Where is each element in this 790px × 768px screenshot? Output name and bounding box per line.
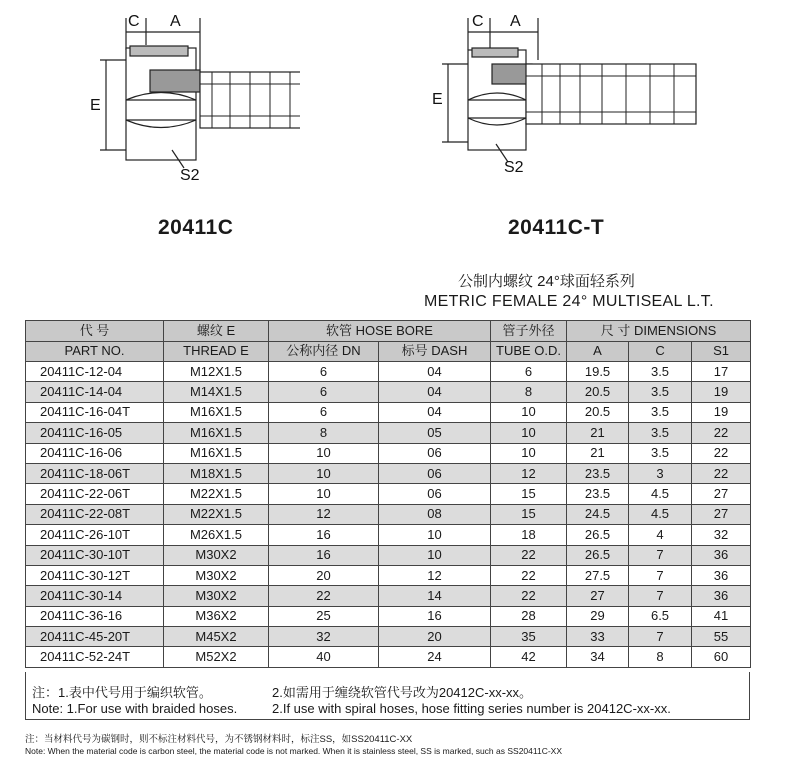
- table-cell: 20411C-30-12T: [26, 565, 164, 585]
- dim-e-label: E: [90, 97, 101, 114]
- table-cell: 8: [491, 382, 567, 402]
- table-cell: 6: [269, 382, 379, 402]
- table-cell: 40: [269, 647, 379, 667]
- header-c: C: [629, 341, 692, 362]
- table-cell: 10: [269, 484, 379, 504]
- table-cell: 10: [269, 443, 379, 463]
- table-cell: 16: [379, 606, 491, 626]
- table-cell: 3.5: [629, 443, 692, 463]
- table-cell: 10: [379, 525, 491, 545]
- header-dn: 公称内径 DN: [269, 341, 379, 362]
- model-title-20411c: 20411C: [158, 216, 234, 239]
- header-tube-od: TUBE O.D.: [491, 341, 567, 362]
- table-row: [26, 525, 751, 545]
- table-row: [26, 504, 751, 524]
- table-cell: 6.5: [629, 606, 692, 626]
- model-title-20411c-t: 20411C-T: [508, 216, 605, 239]
- series-title-en: METRIC FEMALE 24° MULTISEAL L.T.: [424, 293, 714, 310]
- table-cell: 19: [692, 402, 751, 422]
- table-row: [26, 545, 751, 565]
- table-cell: 20411C-36-16: [26, 606, 164, 626]
- note-en-1: Note: 1.For use with braided hoses.: [32, 701, 238, 716]
- table-cell: 7: [629, 586, 692, 606]
- table-cell: 20411C-16-06: [26, 443, 164, 463]
- table-cell: 04: [379, 362, 491, 382]
- table-cell: M14X1.5: [164, 382, 269, 402]
- table-cell: 27: [692, 504, 751, 524]
- header-dimensions: 尺 寸 DIMENSIONS: [567, 321, 751, 342]
- table-cell: 42: [491, 647, 567, 667]
- table-cell: 22: [491, 565, 567, 585]
- table-cell: 20411C-18-06T: [26, 463, 164, 483]
- fitting-drawing-20411c: [60, 0, 300, 200]
- table-row: [26, 423, 751, 443]
- table-cell: 12: [269, 504, 379, 524]
- dim-e-label: E: [432, 91, 443, 108]
- table-row: [26, 463, 751, 483]
- table-cell: 29: [567, 606, 629, 626]
- table-cell: 32: [692, 525, 751, 545]
- table-cell: 20411C-52-24T: [26, 647, 164, 667]
- dim-c-label: C: [128, 13, 140, 30]
- table-cell: 20: [269, 565, 379, 585]
- dim-s2-label: S2: [180, 167, 200, 184]
- table-row: [26, 362, 751, 382]
- table-cell: 21: [567, 423, 629, 443]
- table-cell: 18: [491, 525, 567, 545]
- table-cell: 20411C-45-20T: [26, 627, 164, 647]
- table-cell: 19.5: [567, 362, 629, 382]
- table-cell: 8: [269, 423, 379, 443]
- header-thread-cn: 螺纹 E: [164, 321, 269, 342]
- table-cell: 15: [491, 484, 567, 504]
- table-cell: 41: [692, 606, 751, 626]
- note-cn-1: 注：1.表中代号用于编织软管。: [32, 685, 212, 700]
- table-cell: M16X1.5: [164, 402, 269, 422]
- table-cell: 6: [269, 362, 379, 382]
- header-s1: S1: [692, 341, 751, 362]
- footnote-en: Note: When the material code is carbon steel, the material code is not marked. When it is stainless steel, SS is marked, such as SS20411C-XX: [25, 746, 563, 756]
- table-cell: 22: [269, 586, 379, 606]
- table-cell: 22: [692, 423, 751, 443]
- fitting-drawing-20411c-t: [420, 0, 710, 200]
- table-cell: 22: [692, 463, 751, 483]
- series-title-cn: 公制内螺纹 24°球面轻系列: [458, 273, 635, 290]
- table-cell: 23.5: [567, 484, 629, 504]
- table-cell: 22: [692, 443, 751, 463]
- notes-box: [25, 672, 750, 720]
- header-thread-e: THREAD E: [164, 341, 269, 362]
- table-cell: 20411C-16-04T: [26, 402, 164, 422]
- table-cell: 60: [692, 647, 751, 667]
- table-cell: 19: [692, 382, 751, 402]
- table-row: [26, 627, 751, 647]
- table-cell: 16: [269, 525, 379, 545]
- table-cell: M16X1.5: [164, 423, 269, 443]
- table-cell: 26.5: [567, 525, 629, 545]
- table-cell: 20411C-22-08T: [26, 504, 164, 524]
- table-cell: 20411C-26-10T: [26, 525, 164, 545]
- table-cell: 10: [491, 402, 567, 422]
- table-row: [26, 647, 751, 667]
- table-cell: 22: [491, 586, 567, 606]
- note-cn-2: 2.如需用于缠绕软管代号改为20412C-xx-xx。: [272, 685, 533, 700]
- table-cell: M12X1.5: [164, 362, 269, 382]
- table-cell: 8: [629, 647, 692, 667]
- table-row: [26, 586, 751, 606]
- table-cell: 20411C-14-04: [26, 382, 164, 402]
- table-cell: 35: [491, 627, 567, 647]
- header-hose-bore: 软管 HOSE BORE: [269, 321, 491, 342]
- table-cell: 3.5: [629, 423, 692, 443]
- table-row: [26, 402, 751, 422]
- table-cell: M30X2: [164, 545, 269, 565]
- table-cell: 7: [629, 627, 692, 647]
- table-cell: 20411C-22-06T: [26, 484, 164, 504]
- table-cell: M30X2: [164, 565, 269, 585]
- table-cell: 12: [379, 565, 491, 585]
- note-en-2: 2.If use with spiral hoses, hose fitting series number is 20412C-xx-xx.: [272, 701, 671, 716]
- table-cell: 6: [491, 362, 567, 382]
- table-cell: 34: [567, 647, 629, 667]
- table-cell: 17: [692, 362, 751, 382]
- table-header-row-en: [26, 341, 751, 362]
- dim-a-label: A: [510, 13, 521, 30]
- table-cell: 4: [629, 525, 692, 545]
- table-cell: M22X1.5: [164, 484, 269, 504]
- table-cell: 20411C-16-05: [26, 423, 164, 443]
- header-a: A: [567, 341, 629, 362]
- table-cell: 7: [629, 545, 692, 565]
- table-cell: 6: [269, 402, 379, 422]
- table-cell: 24.5: [567, 504, 629, 524]
- table-cell: 36: [692, 545, 751, 565]
- dim-a-label: A: [170, 13, 181, 30]
- table-cell: M16X1.5: [164, 443, 269, 463]
- table-cell: 16: [269, 545, 379, 565]
- table-cell: 21: [567, 443, 629, 463]
- table-cell: 06: [379, 484, 491, 504]
- table-cell: 3.5: [629, 402, 692, 422]
- table-cell: 3.5: [629, 362, 692, 382]
- table-cell: 4.5: [629, 504, 692, 524]
- table-cell: 05: [379, 423, 491, 443]
- table-row: [26, 382, 751, 402]
- table-cell: 3.5: [629, 382, 692, 402]
- table-cell: 10: [269, 463, 379, 483]
- table-cell: M30X2: [164, 586, 269, 606]
- table-cell: 28: [491, 606, 567, 626]
- table-cell: 10: [379, 545, 491, 565]
- header-dash: 标号 DASH: [379, 341, 491, 362]
- table-cell: 24: [379, 647, 491, 667]
- table-cell: 55: [692, 627, 751, 647]
- table-cell: 23.5: [567, 463, 629, 483]
- table-cell: 15: [491, 504, 567, 524]
- table-cell: 06: [379, 443, 491, 463]
- table-cell: 20.5: [567, 382, 629, 402]
- table-cell: 10: [491, 423, 567, 443]
- table-cell: M36X2: [164, 606, 269, 626]
- header-part-no: PART NO.: [26, 341, 164, 362]
- table-row: [26, 606, 751, 626]
- dim-s2-label: S2: [504, 159, 524, 176]
- table-cell: 27: [692, 484, 751, 504]
- table-cell: 25: [269, 606, 379, 626]
- table-cell: 20411C-30-14: [26, 586, 164, 606]
- table-cell: 22: [491, 545, 567, 565]
- table-cell: M26X1.5: [164, 525, 269, 545]
- table-cell: 33: [567, 627, 629, 647]
- table-row: [26, 565, 751, 585]
- table-cell: 27.5: [567, 565, 629, 585]
- table-cell: 36: [692, 586, 751, 606]
- table-cell: 7: [629, 565, 692, 585]
- table-row: [26, 484, 751, 504]
- table-cell: 27: [567, 586, 629, 606]
- table-cell: 26.5: [567, 545, 629, 565]
- table-cell: 04: [379, 402, 491, 422]
- table-cell: M18X1.5: [164, 463, 269, 483]
- dim-c-label: C: [472, 13, 484, 30]
- table-cell: 08: [379, 504, 491, 524]
- table-cell: 20411C-12-04: [26, 362, 164, 382]
- table-cell: 32: [269, 627, 379, 647]
- table-cell: 10: [491, 443, 567, 463]
- table-cell: 3: [629, 463, 692, 483]
- dimensions-table: [25, 320, 751, 668]
- table-row: [26, 443, 751, 463]
- table-header-row-cn: [26, 321, 751, 342]
- table-cell: 06: [379, 463, 491, 483]
- table-cell: 36: [692, 565, 751, 585]
- table-cell: 04: [379, 382, 491, 402]
- table-cell: M45X2: [164, 627, 269, 647]
- footnote-cn: 注：当材料代号为碳钢时，则不标注材料代号，为不锈钢材料时，标注SS，如SS20411C-XX: [25, 734, 413, 745]
- table-cell: M22X1.5: [164, 504, 269, 524]
- table-cell: 4.5: [629, 484, 692, 504]
- header-part-cn: 代 号: [26, 321, 164, 342]
- table-cell: 20.5: [567, 402, 629, 422]
- table-cell: 20: [379, 627, 491, 647]
- table-cell: 14: [379, 586, 491, 606]
- table-cell: 20411C-30-10T: [26, 545, 164, 565]
- table-cell: M52X2: [164, 647, 269, 667]
- header-tube-cn: 管子外径: [491, 321, 567, 342]
- table-cell: 12: [491, 463, 567, 483]
